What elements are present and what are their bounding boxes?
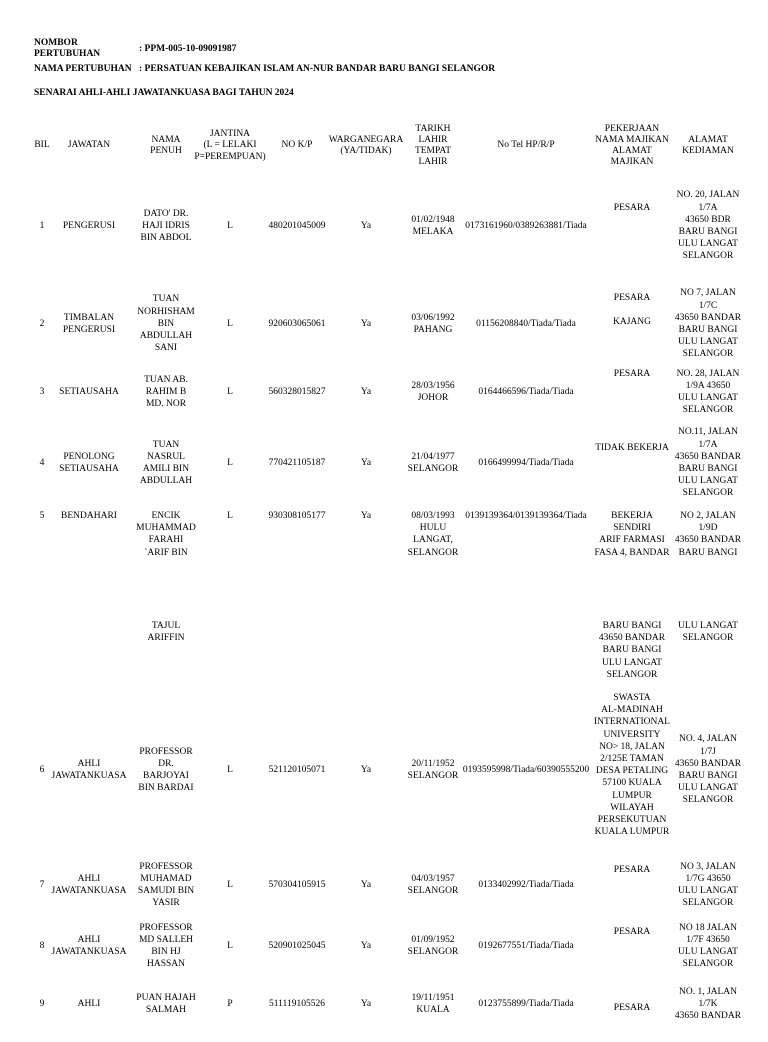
cell-kerja: PESARA [613,369,651,379]
cell-tel: 0164466596/Tiada/Tiada [478,386,574,397]
cell-nama: PUAN HAJAH SALMAH [136,992,196,1015]
column-header-nama: NAMA PENUH [150,134,182,156]
column-header-warga: WARGANEGARA (YA/TIDAK) [328,134,404,156]
cell-lahir: 01/02/1948 MELAKA [411,214,455,237]
cell-alamat: NO. 1, JALAN 1/7K 43650 BANDAR [674,986,742,1022]
cell-alamat-continued: ULU LANGAT SELANGOR [678,621,738,644]
cell-tel: 0166499994/Tiada/Tiada [478,457,574,468]
cell-bil: 2 [39,318,45,329]
cell-kerja-continued: BARU BANGI 43650 BANDAR BARU BANGI ULU LANGAT SELANGOR [598,621,666,680]
column-header-bil: BIL [34,140,50,151]
cell-tel: 0192677551/Tiada/Tiada [478,940,574,951]
cell-warga: Ya [360,220,372,231]
cell-nama: TUAN AB. RAHIM B MD. NOR [144,374,188,410]
cell-jawatan: AHLI [77,998,101,1009]
cell-nama: PROFESSOR DR. BARJOYAI BIN BARDAI [138,746,194,794]
cell-jantina: L [227,386,233,397]
cell-kp: 480201045009 [268,220,326,231]
cell-jawatan: AHLI JAWATANKUASA [51,873,127,896]
column-header-lahir: TARIKH LAHIR TEMPAT LAHIR [414,123,452,168]
cell-nama: PROFESSOR MUHAMAD SAMUDI BIN YASIR [137,861,195,909]
cell-kp: 521120105071 [268,764,326,775]
cell-jawatan: BENDAHARI [61,511,117,521]
cell-tel: 0133402992/Tiada/Tiada [478,879,574,890]
cell-bil: 5 [39,511,45,521]
cell-lahir: 20/11/1952 SELANGOR [407,758,459,781]
cell-kp: 930308105177 [268,511,326,521]
nombor-label-line2: PERTUBUHAN [34,49,101,59]
cell-nama: DATO' DR. HAJI IDRIS BIN ABDOL [140,208,192,244]
nombor-label [34,38,100,60]
cell-kerja: SWASTA AL-MADINAH INTERNATIONAL UNIVERSITY NO> 18, JALAN 2/125E TAMAN DESA PETALING 57100 KUALA LUMPUR WILAYAH PERSEKUTUAN KUALA LUMPUR [594,693,670,838]
nama-label: NAMA PERTUBUHAN [34,64,132,74]
cell-jawatan: TIMBALAN PENGERUSI [62,312,116,335]
cell-alamat: NO. 4, JALAN 1/7J 43650 BANDAR BARU BANGI ULU LANGAT SELANGOR [674,734,742,806]
cell-lahir: 08/03/1993 HULU LANGAT, SELANGOR [407,511,459,558]
cell-warga: Ya [360,386,372,397]
cell-bil: 8 [39,940,45,951]
cell-kp: 511119105526 [269,998,325,1009]
column-header-kp: NO K/P [281,140,313,151]
column-header-jantina: JANTINA (L = LELAKI P=PEREMPUAN) [194,129,266,162]
cell-warga: Ya [360,511,372,521]
cell-bil: 1 [39,220,45,231]
cell-lahir: 21/04/1977 SELANGOR [407,451,459,474]
nama-value: : PERSATUAN KEBAJIKAN ISLAM AN-NUR BANDAR BARU BANGI SELANGOR [139,64,496,74]
cell-jantina: L [227,318,233,329]
cell-jantina: P [227,998,233,1009]
cell-kerja: PESARA [613,203,651,213]
cell-lahir: 19/11/1951 KUALA [411,992,455,1015]
cell-jawatan: SETIAUSAHA [59,386,119,397]
cell-kp: 570304105915 [268,879,326,890]
cell-nama-continued: TAJUL ARIFFIN [147,621,185,644]
cell-warga: Ya [360,940,372,951]
column-header-jawatan: JAWATAN [67,140,111,151]
cell-tel: 0193595998/Tiada/60390555200 [462,764,590,775]
cell-jawatan: PENGERUSI [62,220,116,231]
senarai-title: SENARAI AHLI-AHLI JAWATANKUASA BAGI TAHUN 2024 [34,88,294,98]
cell-kerja: BEKERJA SENDIRI ARIF FARMASI FASA 4, BANDAR [594,511,670,558]
cell-kerja: PESARA [613,1003,651,1013]
cell-kp: 770421105187 [268,457,326,468]
cell-jantina: L [227,511,233,521]
cell-nama: ENCIK MUHAMMAD FARAHI `ARIF BIN [136,511,196,558]
nombor-value: : PPM-005-10-09091987 [139,44,237,54]
cell-tel: 0123755899/Tiada/Tiada [478,998,574,1009]
cell-bil: 3 [39,386,45,397]
cell-tel: 0173161960/0389263881/Tiada [465,220,587,231]
cell-lahir: 03/06/1992 PAHANG [411,312,455,335]
cell-lahir: 28/03/1956 JOHOR [411,380,455,403]
cell-alamat: NO 7, JALAN 1/7C 43650 BANDAR BARU BANGI ULU LANGAT SELANGOR [674,288,742,360]
cell-jantina: L [227,879,233,890]
cell-kerja: PESARA [613,865,651,875]
cell-kerja: PESARA [613,927,651,937]
cell-kerja: PESARA KAJANG [613,293,651,328]
column-header-alamat: ALAMAT KEDIAMAN [682,134,734,156]
cell-alamat: NO 18 JALAN 1/7F 43650 ULU LANGAT SELANGOR [678,922,738,970]
cell-alamat: NO 2, JALAN 1/9D 43650 BANDAR BARU BANGI [674,511,742,558]
cell-alamat: NO.11, JALAN 1/7A 43650 BANDAR BARU BANGI ULU LANGAT SELANGOR [674,427,742,499]
cell-bil: 7 [39,879,45,890]
column-header-kerja: PEKERJAAN NAMA MAJIKAN ALAMAT MAJIKAN [595,123,669,168]
cell-kp: 520901025045 [268,940,326,951]
cell-jawatan: PENOLONG SETIAUSAHA [59,451,119,474]
cell-lahir: 04/03/1957 SELANGOR [407,873,459,896]
cell-nama: PROFESSOR MD SALLEH BIN HJ HASSAN [138,922,194,970]
cell-lahir: 01/09/1952 SELANGOR [407,934,459,957]
cell-warga: Ya [360,457,372,468]
cell-nama: TUAN NASRUL AMILI BIN ABDULLAH [139,439,193,487]
cell-jawatan: AHLI JAWATANKUASA [51,758,127,781]
cell-jantina: L [227,457,233,468]
cell-alamat: NO 3, JALAN 1/7G 43650 ULU LANGAT SELANGOR [678,861,738,909]
cell-warga: Ya [360,879,372,890]
cell-bil: 6 [39,764,45,775]
cell-tel: 01156208840/Tiada/Tiada [476,318,576,329]
nombor-label-line1: NOMBOR [34,38,78,48]
cell-warga: Ya [360,998,372,1009]
cell-kp: 920603065061 [268,318,326,329]
cell-jawatan: AHLI JAWATANKUASA [51,934,127,957]
cell-nama: TUAN NORHISHAM BIN ABDULLAH SANI [137,294,195,354]
column-header-tel: No Tel HP/R/P [497,140,555,151]
cell-tel: 0139139364/0139139364/Tiada [465,511,587,521]
cell-warga: Ya [360,764,372,775]
cell-jantina: L [227,220,233,231]
cell-alamat: NO. 28, JALAN 1/9A 43650 ULU LANGAT SELANGOR [676,368,740,416]
cell-warga: Ya [360,318,372,329]
cell-kerja: TIDAK BEKERJA [595,443,669,453]
cell-jantina: L [227,940,233,951]
cell-bil: 4 [39,457,45,468]
cell-kp: 560328015827 [268,386,326,397]
cell-jantina: L [227,764,233,775]
cell-alamat: NO. 20, JALAN 1/7A 43650 BDR BARU BANGI ULU LANGAT SELANGOR [676,190,740,262]
cell-bil: 9 [39,998,45,1009]
